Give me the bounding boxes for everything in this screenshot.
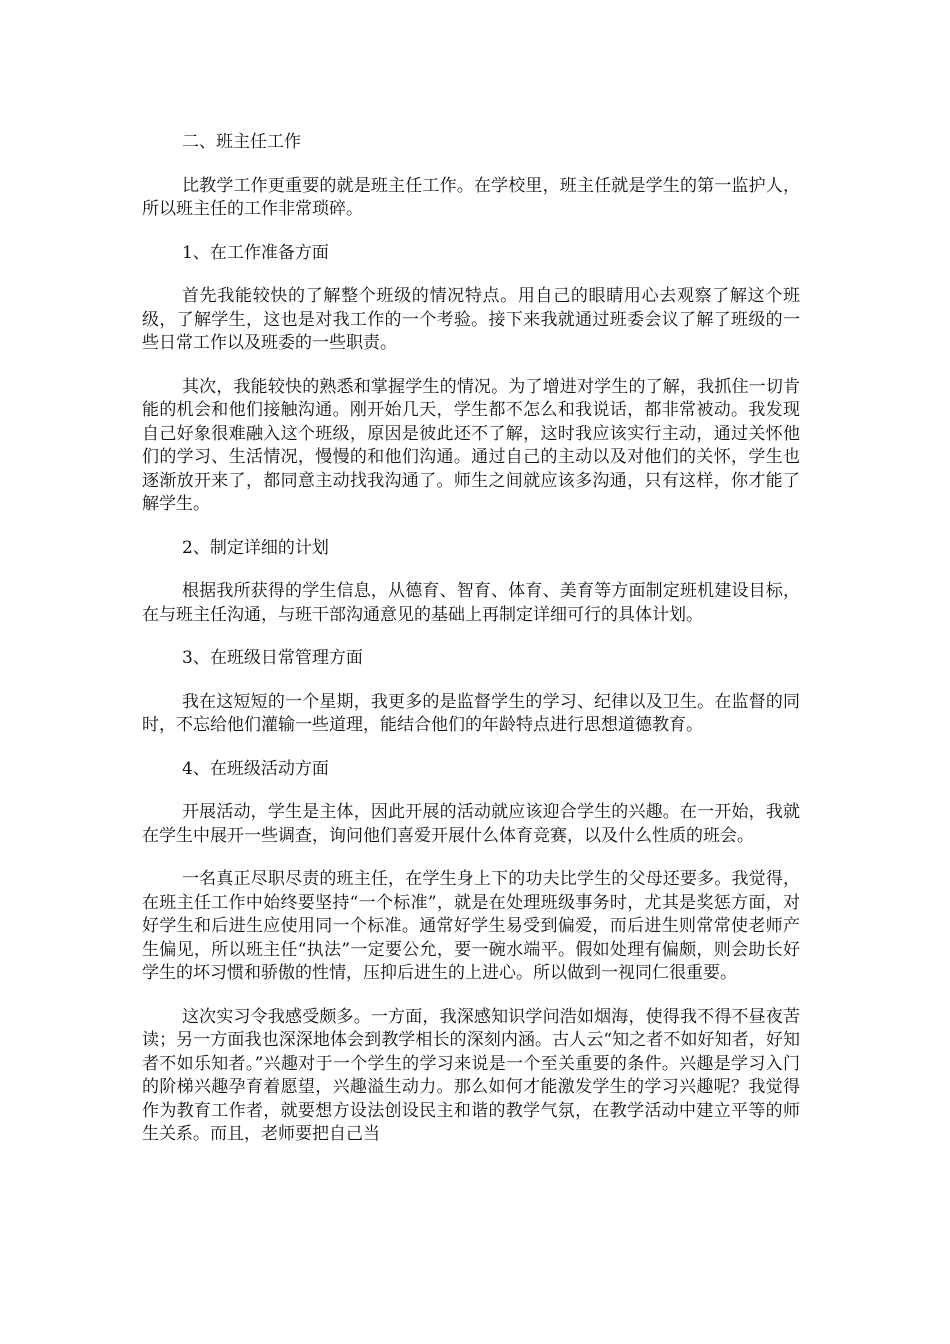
- paragraph: 比教学工作更重要的就是班主任工作。在学校里，班主任就是学生的第一监护人，所以班主任的工作非常琐碎。: [142, 175, 800, 219]
- paragraph: 开展活动，学生是主体，因此开展的活动就应该迎合学生的兴趣。在一开始，我就在学生中展开一些调查，询问他们喜爱开展什么体育竞赛，以及什么性质的班会。: [142, 802, 800, 846]
- paragraph: 我在这短短的一个星期，我更多的是监督学生的学习、纪律以及卫生。在监督的同时，不忘给他们灌输一些道理，能结合他们的年龄特点进行思想道德教育。: [142, 691, 800, 735]
- paragraph: 根据我所获得的学生信息，从德育、智育、体育、美育等方面制定班机建设目标，在与班主任沟通，与班干部沟通意见的基础上再制定详细可行的具体计划。: [142, 581, 800, 625]
- subsection-heading: 4、在班级活动方面: [182, 758, 329, 779]
- paragraph: 首先我能较快的了解整个班级的情况特点。用自己的眼睛用心去观察了解这个班级，了解学生，这也是对我工作的一个考验。接下来我就通过班委会议了解了班级的一些日常工作以及班委的一些职责。: [142, 286, 800, 353]
- document-body: [142, 131, 800, 1167]
- subsection-heading: 1、在工作准备方面: [182, 242, 329, 263]
- paragraph: 一名真正尽职尽责的班主任，在学生身上下的功夫比学生的父母还要多。我觉得，在班主任工作中始终要坚持“一个标准”，就是在处理班级事务时，尤其是奖惩方面，对好学生和后进生应使用同一个标准。通常好学生易受到偏爱，而后进生则常常使老师产生偏见，所以班主任“执法”一定要公允，要一碗水端平。假如处理有偏颇，则会助长好学生的坏习惯和骄傲的性情，压抑后进生的上进心。所以做到一视同仁很重要。: [142, 869, 800, 983]
- paragraph: 其次，我能较快的熟悉和掌握学生的情况。为了增进对学生的了解，我抓住一切肯能的机会和他们接触沟通。刚开始几天，学生都不怎么和我说话，都非常被动。我发现自己好象很难融入这个班级，原因是彼此还不了解，这时我应该实行主动，通过关怀他们的学习、生活情况，慢慢的和他们沟通。通过自己的主动以及对他们的关怀，学生也逐渐放开来了，都同意主动找我沟通了。师生之间就应该多沟通，只有这样，你才能了解学生。: [142, 376, 800, 514]
- subsection-heading: 2、制定详细的计划: [182, 537, 329, 558]
- subsection-heading: 3、在班级日常管理方面: [182, 648, 363, 668]
- section-heading: 二、班主任工作: [182, 132, 301, 152]
- paragraph: 这次实习令我感受颇多。一方面，我深感知识学问浩如烟海，使得我不得不昼夜苦读；另一方面我也深深地体会到教学相长的深刻内涵。古人云“知之者不如好知者，好知者不如乐知者。”兴趣对于一个学生的学习来说是一个至关重要的条件。兴趣是学习入门的阶梯兴趣孕育着愿望，兴趣溢生动力。那么如何才能激发学生的学习兴趣呢？我觉得作为教育工作者，就要想方设法创设民主和谐的教学气氛，在教学活动中建立平等的师生关系。而且，老师要把自己当: [142, 1006, 800, 1144]
